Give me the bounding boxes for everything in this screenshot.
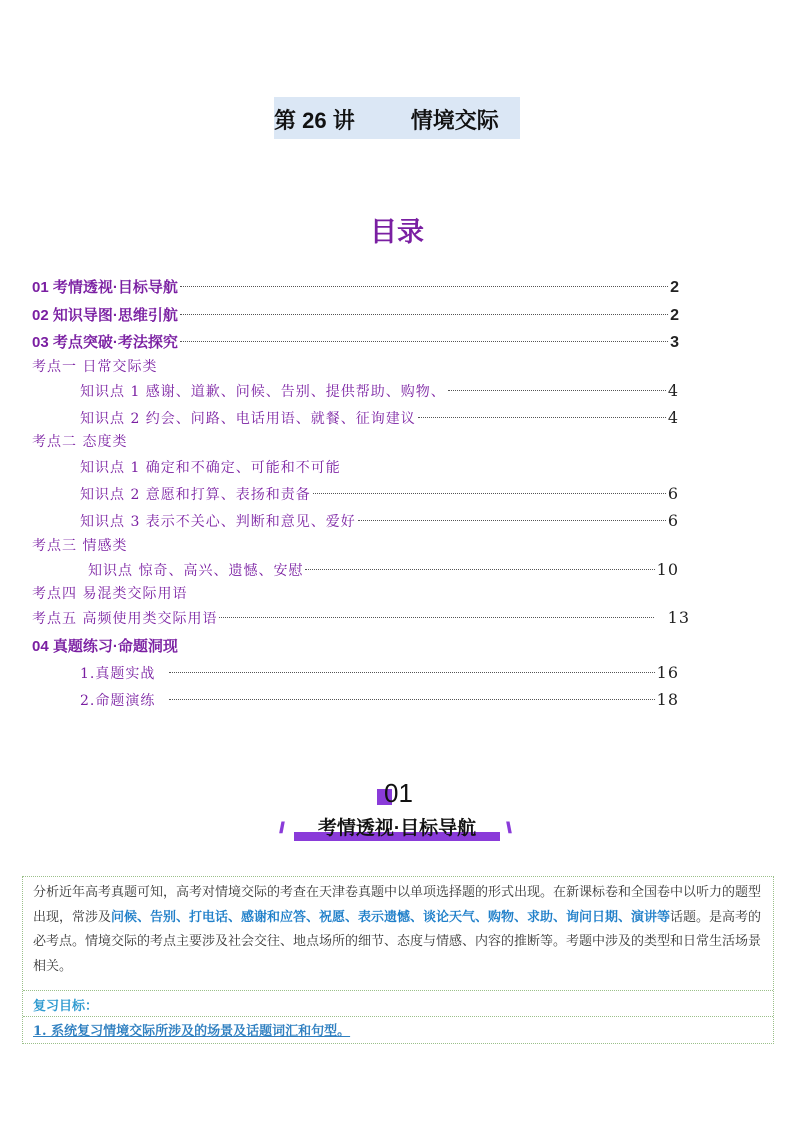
leader-dots [219,617,653,618]
toc-point-4[interactable] [32,583,187,603]
toc-label: 考点二 态度类 [32,434,128,450]
toc-section-04[interactable] [32,635,178,656]
toc-knowledge-1-2[interactable] [80,408,679,428]
toc-section-01[interactable] [32,276,679,297]
toc-label: 知识点 3 表示不关心、判断和意见、爱好 [80,514,356,530]
review-goals-title: 复习目标： [33,998,99,1013]
toc-label: 考点五 高频使用类交际用语 [32,611,218,627]
lesson-topic: 情境交际 [410,108,499,133]
section-title: 考情透视·目标导航 [317,818,477,839]
toc-knowledge-2-3[interactable] [80,511,679,531]
toc-point-2[interactable] [32,431,127,451]
review-goal-1: 1. 系统复习情境交际所涉及的场景及话题词汇和句型。 [33,1024,351,1039]
toc-page: 6 [667,511,679,530]
lesson-number: 第 26 讲 [274,108,355,133]
leader-dots [180,286,668,287]
toc-label: 考点一 日常交际类 [32,359,158,375]
toc-page: 2 [670,279,679,296]
toc-practice-2[interactable] [80,690,679,710]
toc-label: 04 真题练习·命题洞现 [32,638,178,655]
toc-page: 13 [667,608,690,627]
toc-point-3[interactable] [32,535,127,555]
toc-heading: 目录 [370,217,424,247]
analysis-paragraph [33,881,765,979]
toc-page: 2 [670,307,679,324]
toc-label: 2.命题演练 [80,693,156,709]
toc-knowledge-1-1[interactable] [80,381,679,401]
toc-practice-1[interactable] [80,663,679,683]
toc-knowledge-2-1[interactable] [80,457,341,477]
toc-section-03[interactable] [32,331,679,352]
leader-dots [169,672,654,673]
toc-label: 知识点 1 确定和不确定、可能和不可能 [80,460,341,476]
toc-label: 03 考点突破·考法探究 [32,334,178,351]
toc-knowledge-3[interactable] [88,560,679,580]
toc-page: 3 [670,334,679,351]
toc-label: 知识点 1 感谢、道歉、问候、告别、提供帮助、购物、 [80,384,446,400]
toc-page: 10 [656,560,679,579]
section-number: 01 [384,778,413,808]
analysis-text-2: 话题。是高考的必考点。情境交际的考点主要涉及社会交往、地点场所的细节、态度与情感、内容的推断等。考题中涉及的类型和日常生活场景相关。 [33,909,762,974]
lesson-title [274,104,499,135]
analysis-box [22,876,774,1044]
topic-highlight: 问候、告别、打电话、感谢和应答、祝愿、表示遗憾、谈论天气、购物、求助、询问日期、演讲等 [111,909,671,925]
toc-label: 1.真题实战 [80,666,156,682]
leader-dots [169,699,654,700]
divider [23,990,773,991]
slash-decoration-left: // [279,820,282,837]
toc-page: 18 [656,690,679,709]
toc-label: 02 知识导图·思维引航 [32,307,178,324]
leader-dots [180,341,668,342]
toc-label: 考点四 易混类交际用语 [32,586,188,602]
leader-dots [448,390,666,391]
toc-label: 01 考情透视·目标导航 [32,279,178,296]
toc-point-1[interactable] [32,356,157,376]
toc-knowledge-2-2[interactable] [80,484,679,504]
leader-dots [305,569,654,570]
toc-label: 知识点 2 约会、问路、电话用语、就餐、征询建议 [80,411,416,427]
lesson-title-banner [274,97,520,139]
leader-dots [358,520,666,521]
analysis-text-1: 分析近年高考真题可知，高考对情境交际的考查在天津卷真题中以单项选择题的形式出现。在新课标卷和全国卷中以听力的题型出现，常涉及 [33,885,762,925]
leader-dots [418,417,666,418]
toc-label: 知识点 2 意愿和打算、表扬和责备 [80,487,311,503]
toc-page: 4 [667,408,679,427]
toc-point-5[interactable] [32,608,690,628]
toc-section-02[interactable] [32,304,679,325]
toc-page: 16 [656,663,679,682]
leader-dots [180,314,668,315]
leader-dots [313,493,666,494]
toc-label: 考点三 情感类 [32,538,128,554]
section-banner [294,813,500,845]
toc-label: 知识点 惊奇、高兴、遗憾、安慰 [88,563,304,579]
divider [23,1016,773,1017]
toc-page: 4 [667,381,679,400]
toc-page: 6 [667,484,679,503]
slash-decoration-right: \\ [506,820,509,837]
